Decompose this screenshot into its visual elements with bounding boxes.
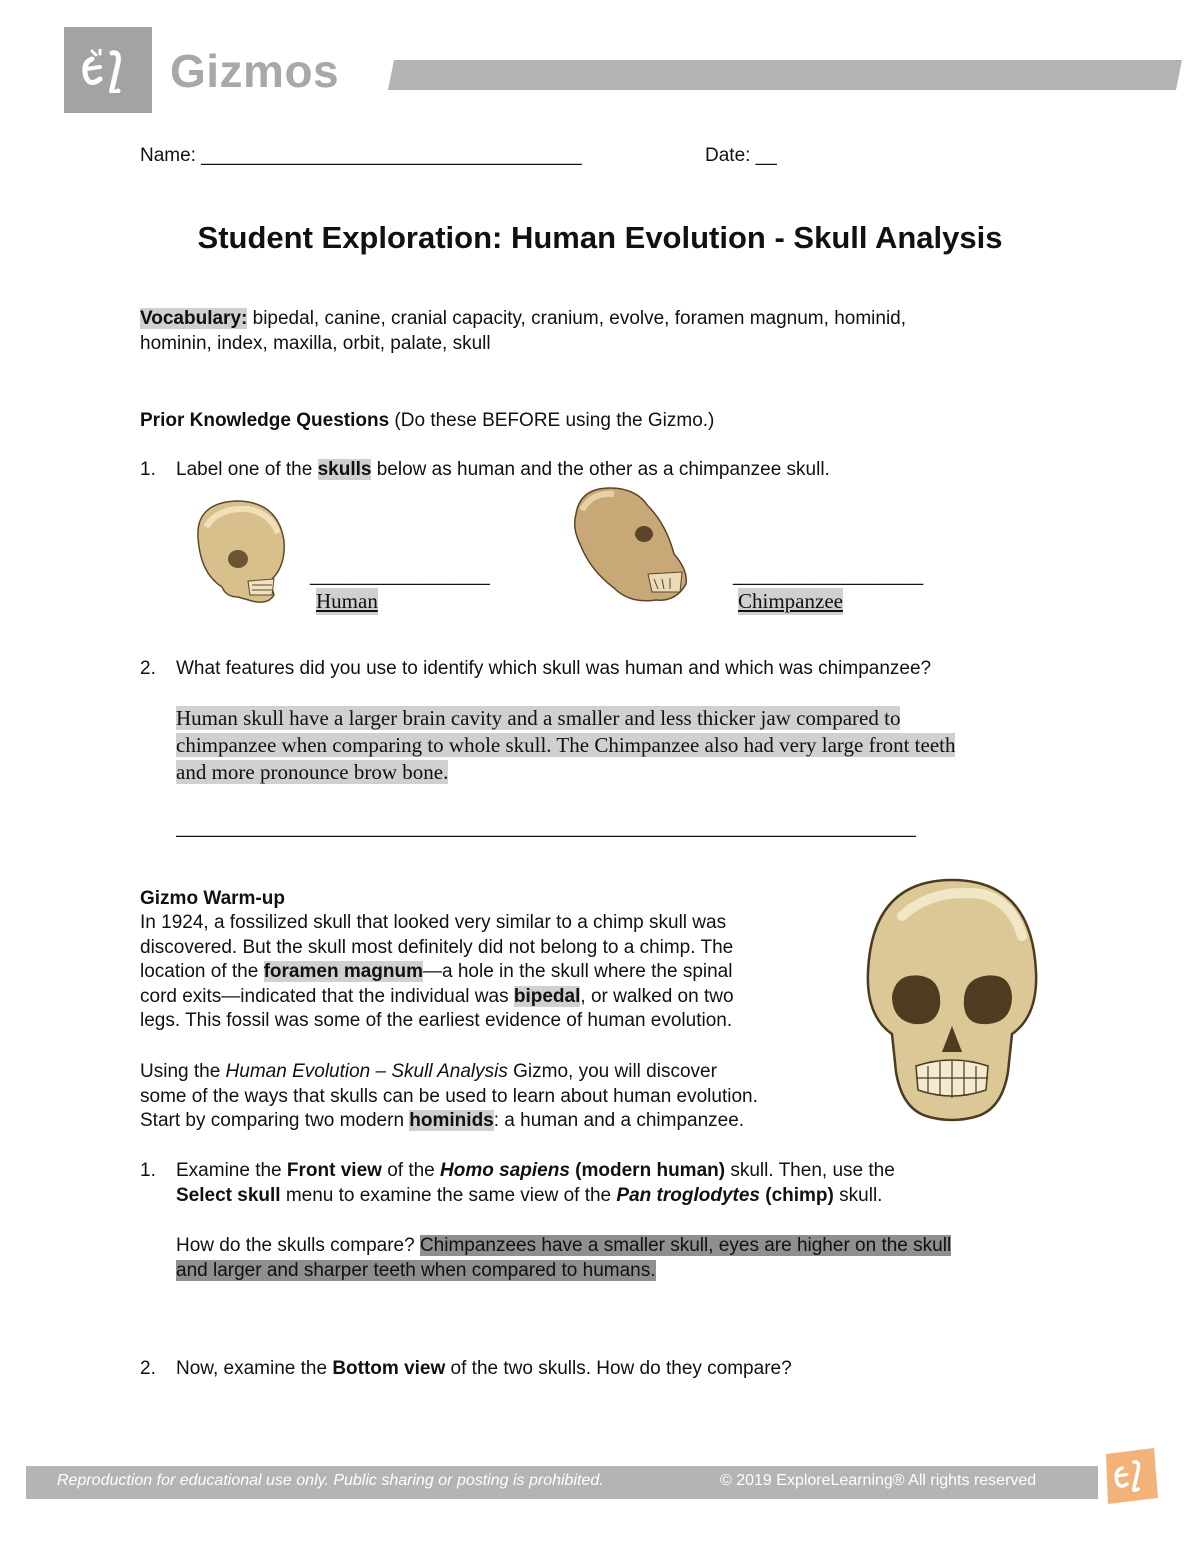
prior-knowledge-heading (140, 409, 714, 434)
prior-heading-note: (Do these BEFORE using the Gizmo.) (389, 410, 715, 431)
warmup-q1-text (176, 1159, 1056, 1208)
header-bar (388, 60, 1182, 90)
q2-text: What features did you use to identify which skull was human and which was chimpanzee? (176, 658, 932, 679)
warmup-q2-text (176, 1357, 792, 1382)
q2-trailing-blank: ______________________________________________________________________ (176, 817, 916, 838)
q2-answer-line1: Human skull have a larger brain cavity and a smaller and less thicker jaw compared to (176, 706, 901, 730)
q1-post: below as human and the other as a chimpanzee skull. (371, 459, 830, 480)
q1-answer-chimpanzee: Chimpanzee (738, 589, 843, 613)
warmup-q1-answer-line2: and larger and sharper teeth when compared to humans. (176, 1259, 656, 1281)
chimp-label: (chimp) (759, 1184, 834, 1206)
el-footer-logo-icon (1098, 1446, 1160, 1508)
human-skull-front-image (862, 876, 1042, 1126)
warmup-p2-line2: some of the ways that skulls can be used to learn about human evolution. (140, 1085, 758, 1107)
chimp-skull-image (570, 484, 694, 606)
warmup-q1-number: 1. (140, 1160, 156, 1181)
wq1-l2b: menu to examine the same view of the (280, 1184, 617, 1206)
human-skull-image (178, 497, 290, 609)
wq1-l2e: skull. (833, 1184, 883, 1206)
gizmo-name: Human Evolution – Skull Analysis (225, 1061, 508, 1082)
footer-copyright: © 2019 ExploreLearning® All rights reserved (720, 1472, 1037, 1489)
warmup-p2-line3-pre: Start by comparing two modern (140, 1110, 410, 1131)
warmup-q1-answer-block (176, 1234, 1076, 1283)
q1-pre: Label one of the (176, 459, 318, 480)
warmup-p1-line3-post: —a hole in the skull where the spinal (423, 961, 733, 982)
q1-answer-human: Human (316, 589, 378, 613)
wq2-c: of the two skulls. How do they compare? (445, 1358, 792, 1379)
name-blank: ____________________________________ (201, 145, 582, 166)
date-line (705, 144, 777, 169)
warmup-p1-line3-pre: location of the (140, 961, 264, 982)
homo-sapiens-label: Homo sapiens (440, 1160, 570, 1181)
modern-human-label: (modern human) (569, 1160, 726, 1181)
vocabulary-label: Vocabulary: (140, 308, 248, 329)
warmup-paragraph-1 (140, 911, 850, 1034)
keyword-hominids: hominids (409, 1110, 494, 1131)
warmup-paragraph-2 (140, 1060, 860, 1134)
warmup-q2-number: 2. (140, 1358, 156, 1379)
q1-blank-right: __________________ (733, 565, 924, 586)
warmup-p1-line1: In 1924, a fossilized skull that looked very similar to a chimp skull was (140, 912, 727, 933)
wq1-l1a: Examine the (176, 1160, 287, 1181)
warmup-p1-line4-post: , or walked on two (580, 985, 734, 1007)
keyword-foramen-magnum: foramen magnum (263, 961, 424, 982)
q2-answer-line2: chimpanzee when comparing to whole skull. The Chimpanzee also had very large front teeth (176, 733, 956, 757)
q1-blank-left: _________________ (310, 565, 490, 586)
warmup-q1-answer-line1: Chimpanzees have a smaller skull, eyes are higher on the skull (419, 1235, 952, 1256)
date-blank: __ (755, 145, 777, 166)
warmup-p2-line3-post: : a human and a chimpanzee. (493, 1110, 745, 1131)
wq1-l1c: of the (381, 1160, 441, 1181)
vocabulary (140, 307, 1080, 356)
warmup-p2-line1-pre: Using the (140, 1061, 226, 1082)
vocabulary-terms-2: hominin, index, maxilla, orbit, palate, skull (140, 332, 491, 354)
warmup-p1-line5: legs. This fossil was some of the earliest evidence of human evolution. (140, 1010, 733, 1031)
warmup-p2-line1-post: Gizmo, you will discover (507, 1061, 717, 1082)
wq1-l1f: skull. Then, use the (725, 1160, 895, 1181)
q2-answer (176, 705, 1076, 786)
prior-heading-text: Prior Knowledge Questions (140, 410, 390, 431)
q1-text (176, 458, 830, 483)
date-label: Date: (705, 145, 751, 166)
logo-box (64, 27, 152, 113)
name-line (140, 144, 582, 169)
q2-answer-line3: and more pronounce brow bone. (176, 760, 449, 784)
q2-number: 2. (140, 658, 156, 679)
wq2-a: Now, examine the (176, 1358, 333, 1379)
keyword-bipedal: bipedal (513, 985, 581, 1007)
warmup-heading: Gizmo Warm-up (140, 888, 285, 909)
warmup-p1-line2: discovered. But the skull most definitely did not belong to a chimp. The (140, 936, 734, 958)
q1-keyword: skulls (317, 459, 372, 480)
footer-notice: Reproduction for educational use only. Public sharing or posting is prohibited. (57, 1472, 604, 1489)
page-title: Student Exploration: Human Evolution - Skull Analysis (197, 220, 1003, 255)
brand-name: Gizmos (170, 45, 340, 97)
bottom-view-label: Bottom view (332, 1358, 446, 1379)
warmup-p1-line4-pre: cord exits—indicated that the individual was (140, 985, 514, 1007)
pan-troglodytes-label: Pan troglodytes (616, 1184, 760, 1206)
warmup-q1-question: How do the skulls compare? (176, 1235, 420, 1256)
name-label: Name: (140, 145, 196, 166)
q1-number: 1. (140, 459, 156, 480)
vocabulary-terms-1: bipedal, canine, cranial capacity, cranium, evolve, foramen magnum, hominid, (247, 308, 907, 329)
select-skull-label: Select skull (176, 1184, 281, 1206)
front-view-label: Front view (286, 1160, 382, 1181)
el-logo-icon (78, 49, 138, 93)
